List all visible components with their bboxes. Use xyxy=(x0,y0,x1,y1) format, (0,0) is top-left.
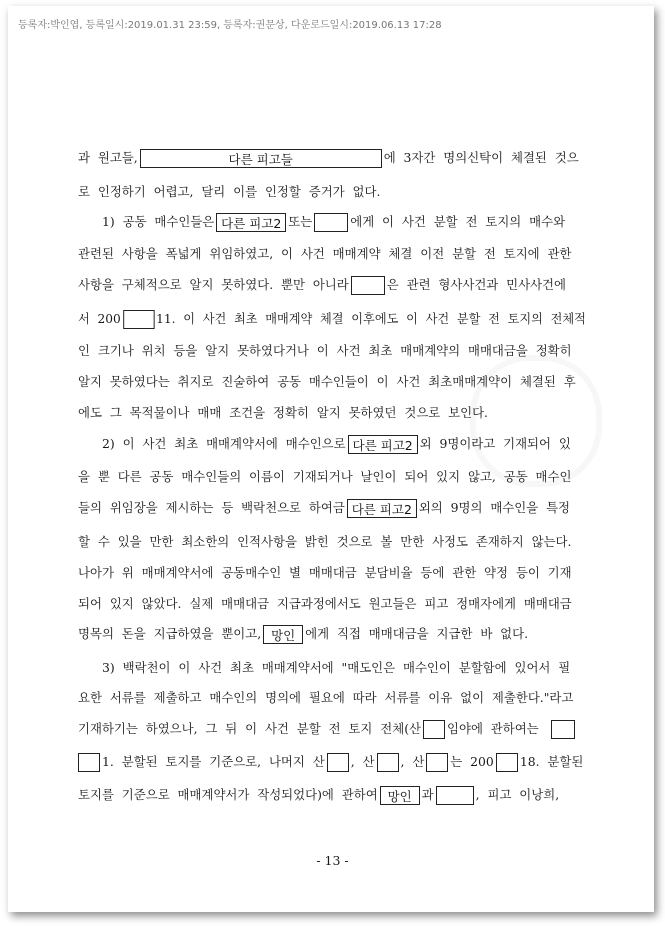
text-segment: 사항을 구체적으로 알지 못하였다. 뿐만 아니라 xyxy=(78,277,349,292)
text-line xyxy=(78,275,566,295)
text-line xyxy=(78,467,571,487)
text-line xyxy=(78,403,488,423)
text-segment: 에게 이 사건 분할 전 토지의 매수와 xyxy=(350,214,566,229)
text-segment: 서 200 xyxy=(78,311,121,326)
redaction-box-other-defendant-2: 다른 피고2 xyxy=(348,435,418,454)
redaction-box-blank xyxy=(436,786,474,805)
text-segment: 되어 있지 않았다. 실제 매매대금 지급과정에서도 원고들은 피고 정매자에게 매매대금 xyxy=(78,596,572,611)
text-segment: 인 크기나 위치 등을 알지 못하였다거나 이 사건 최초 매매계약의 매매대금을 정확히 xyxy=(78,343,572,358)
text-line xyxy=(78,148,579,168)
redaction-box-blank xyxy=(423,720,445,739)
text-line xyxy=(78,309,586,329)
text-segment: 기재하기는 하였으나, 그 뒤 이 사건 분할 전 토지 전체(산 xyxy=(78,721,421,736)
text-segment: 관련된 사항을 폭넓게 위임하였고, 이 사건 매매계약 체결 이전 분할 전 토지에 관한 xyxy=(78,246,572,261)
redaction-box-blank xyxy=(496,753,518,772)
text-segment: 에 3자간 명의신탁이 체결된 것으 xyxy=(383,150,579,165)
text-line xyxy=(78,719,577,739)
text-segment: 2) 이 사건 최초 매매계약서에 매수인으로 xyxy=(102,436,346,451)
text-line xyxy=(78,182,380,202)
redaction-box-blank xyxy=(377,753,399,772)
text-segment: 에도 그 목적물이나 매매 조건을 정확히 알지 못하였던 것으로 보인다. xyxy=(78,405,488,420)
redaction-box-blank xyxy=(314,213,348,232)
text-segment: 은 관련 형사사건과 민사사건에 xyxy=(386,277,566,292)
redaction-box-blank xyxy=(78,753,100,772)
text-segment: 할 수 있을 만한 최소한의 인적사항을 밝힌 것으로 볼 만한 사정도 존재하지 않는다. xyxy=(78,534,572,549)
redaction-box-blank xyxy=(551,720,575,739)
text-line xyxy=(78,688,573,708)
text-segment: 11. 이 사건 최초 매매계약 체결 이후에도 이 사건 분할 전 토지의 전체적 xyxy=(156,311,586,326)
text-line xyxy=(78,563,572,583)
text-line xyxy=(78,624,528,644)
text-segment: 3) 백락천이 이 사건 최초 매매계약서에 "매도인은 매수인이 분할함에 있어서 필 xyxy=(102,660,571,675)
text-line xyxy=(78,594,572,614)
text-line xyxy=(102,434,571,454)
text-segment: 명목의 돈을 지급하였을 뿐이고, xyxy=(78,626,262,641)
redaction-box-other-defendant-2: 다른 피고2 xyxy=(347,499,417,518)
redaction-box-deceased: 망인 xyxy=(380,786,420,805)
text-segment: 들의 위임장을 제시하는 등 백락천으로 하여금 xyxy=(78,500,345,515)
text-line xyxy=(78,785,559,805)
redaction-box-other-defendants: 다른 피고들 xyxy=(140,149,382,168)
text-segment: 요한 서류를 제출하고 매수인의 명의에 필요에 따라 서류를 이유 없이 제출한다."라고 xyxy=(78,690,574,705)
redaction-box-blank xyxy=(351,276,385,295)
redaction-box-blank xyxy=(426,753,448,772)
text-line xyxy=(78,341,572,361)
text-line xyxy=(102,658,570,678)
text-line xyxy=(78,752,583,772)
redaction-box-other-defendant-2: 다른 피고2 xyxy=(216,213,286,232)
text-segment: 과 xyxy=(421,787,434,802)
page-number: - 13 - xyxy=(316,853,349,868)
download-info-header: 등록자:박인엽, 등록일시:2019.01.31 23:59, 등록자:권문상, 다운로드일시:2019.06.13 17:28 xyxy=(18,20,442,31)
text-segment: 과 원고들, xyxy=(78,150,138,165)
text-line xyxy=(102,212,565,232)
text-segment: 임야에 관하여는 xyxy=(447,721,539,736)
text-segment: , 산 xyxy=(400,754,425,769)
text-segment: 외의 9명의 매수인을 특정 xyxy=(418,500,571,515)
text-line xyxy=(78,532,571,552)
text-segment: 을 뿐 다른 공동 매수인들의 이름이 기재되거나 날인이 되어 있지 않고, 공동 매수인 xyxy=(78,469,572,484)
text-segment: 외 9명이라고 기재되어 있 xyxy=(419,436,571,451)
redaction-box-deceased: 망인 xyxy=(263,625,303,644)
text-segment: 나아가 위 매매계약서에 공동매수인 별 매매대금 분담비율 등에 관한 약정 등이 기재 xyxy=(78,565,572,580)
redaction-box-blank xyxy=(327,753,349,772)
text-segment: 또는 xyxy=(288,214,313,229)
text-segment: 1. 분할된 토지를 기준으로, 나머지 산 xyxy=(102,754,325,769)
text-line xyxy=(78,498,570,518)
text-segment: 18. 분할된 xyxy=(519,754,584,769)
text-segment: 로 인정하기 어렵고, 달리 이를 인정할 증거가 없다. xyxy=(78,184,381,199)
text-line xyxy=(78,244,571,264)
text-segment: 알지 못하였다는 취지로 진술하여 공동 매수인들이 이 사건 최초매매계약이 체결된 후 xyxy=(78,374,576,389)
text-segment: 는 200 xyxy=(450,754,494,769)
redaction-box-blank xyxy=(123,310,154,329)
text-segment: 1) 공동 매수인들은 xyxy=(102,214,215,229)
text-segment: , 산 xyxy=(350,754,375,769)
text-line xyxy=(78,372,576,392)
text-segment: , 피고 이낭희, xyxy=(475,787,560,802)
text-segment: 에게 직접 매매대금을 지급한 바 없다. xyxy=(305,626,529,641)
text-segment: 토지를 기준으로 매매계약서가 작성되었다)에 관하여 xyxy=(78,787,378,802)
